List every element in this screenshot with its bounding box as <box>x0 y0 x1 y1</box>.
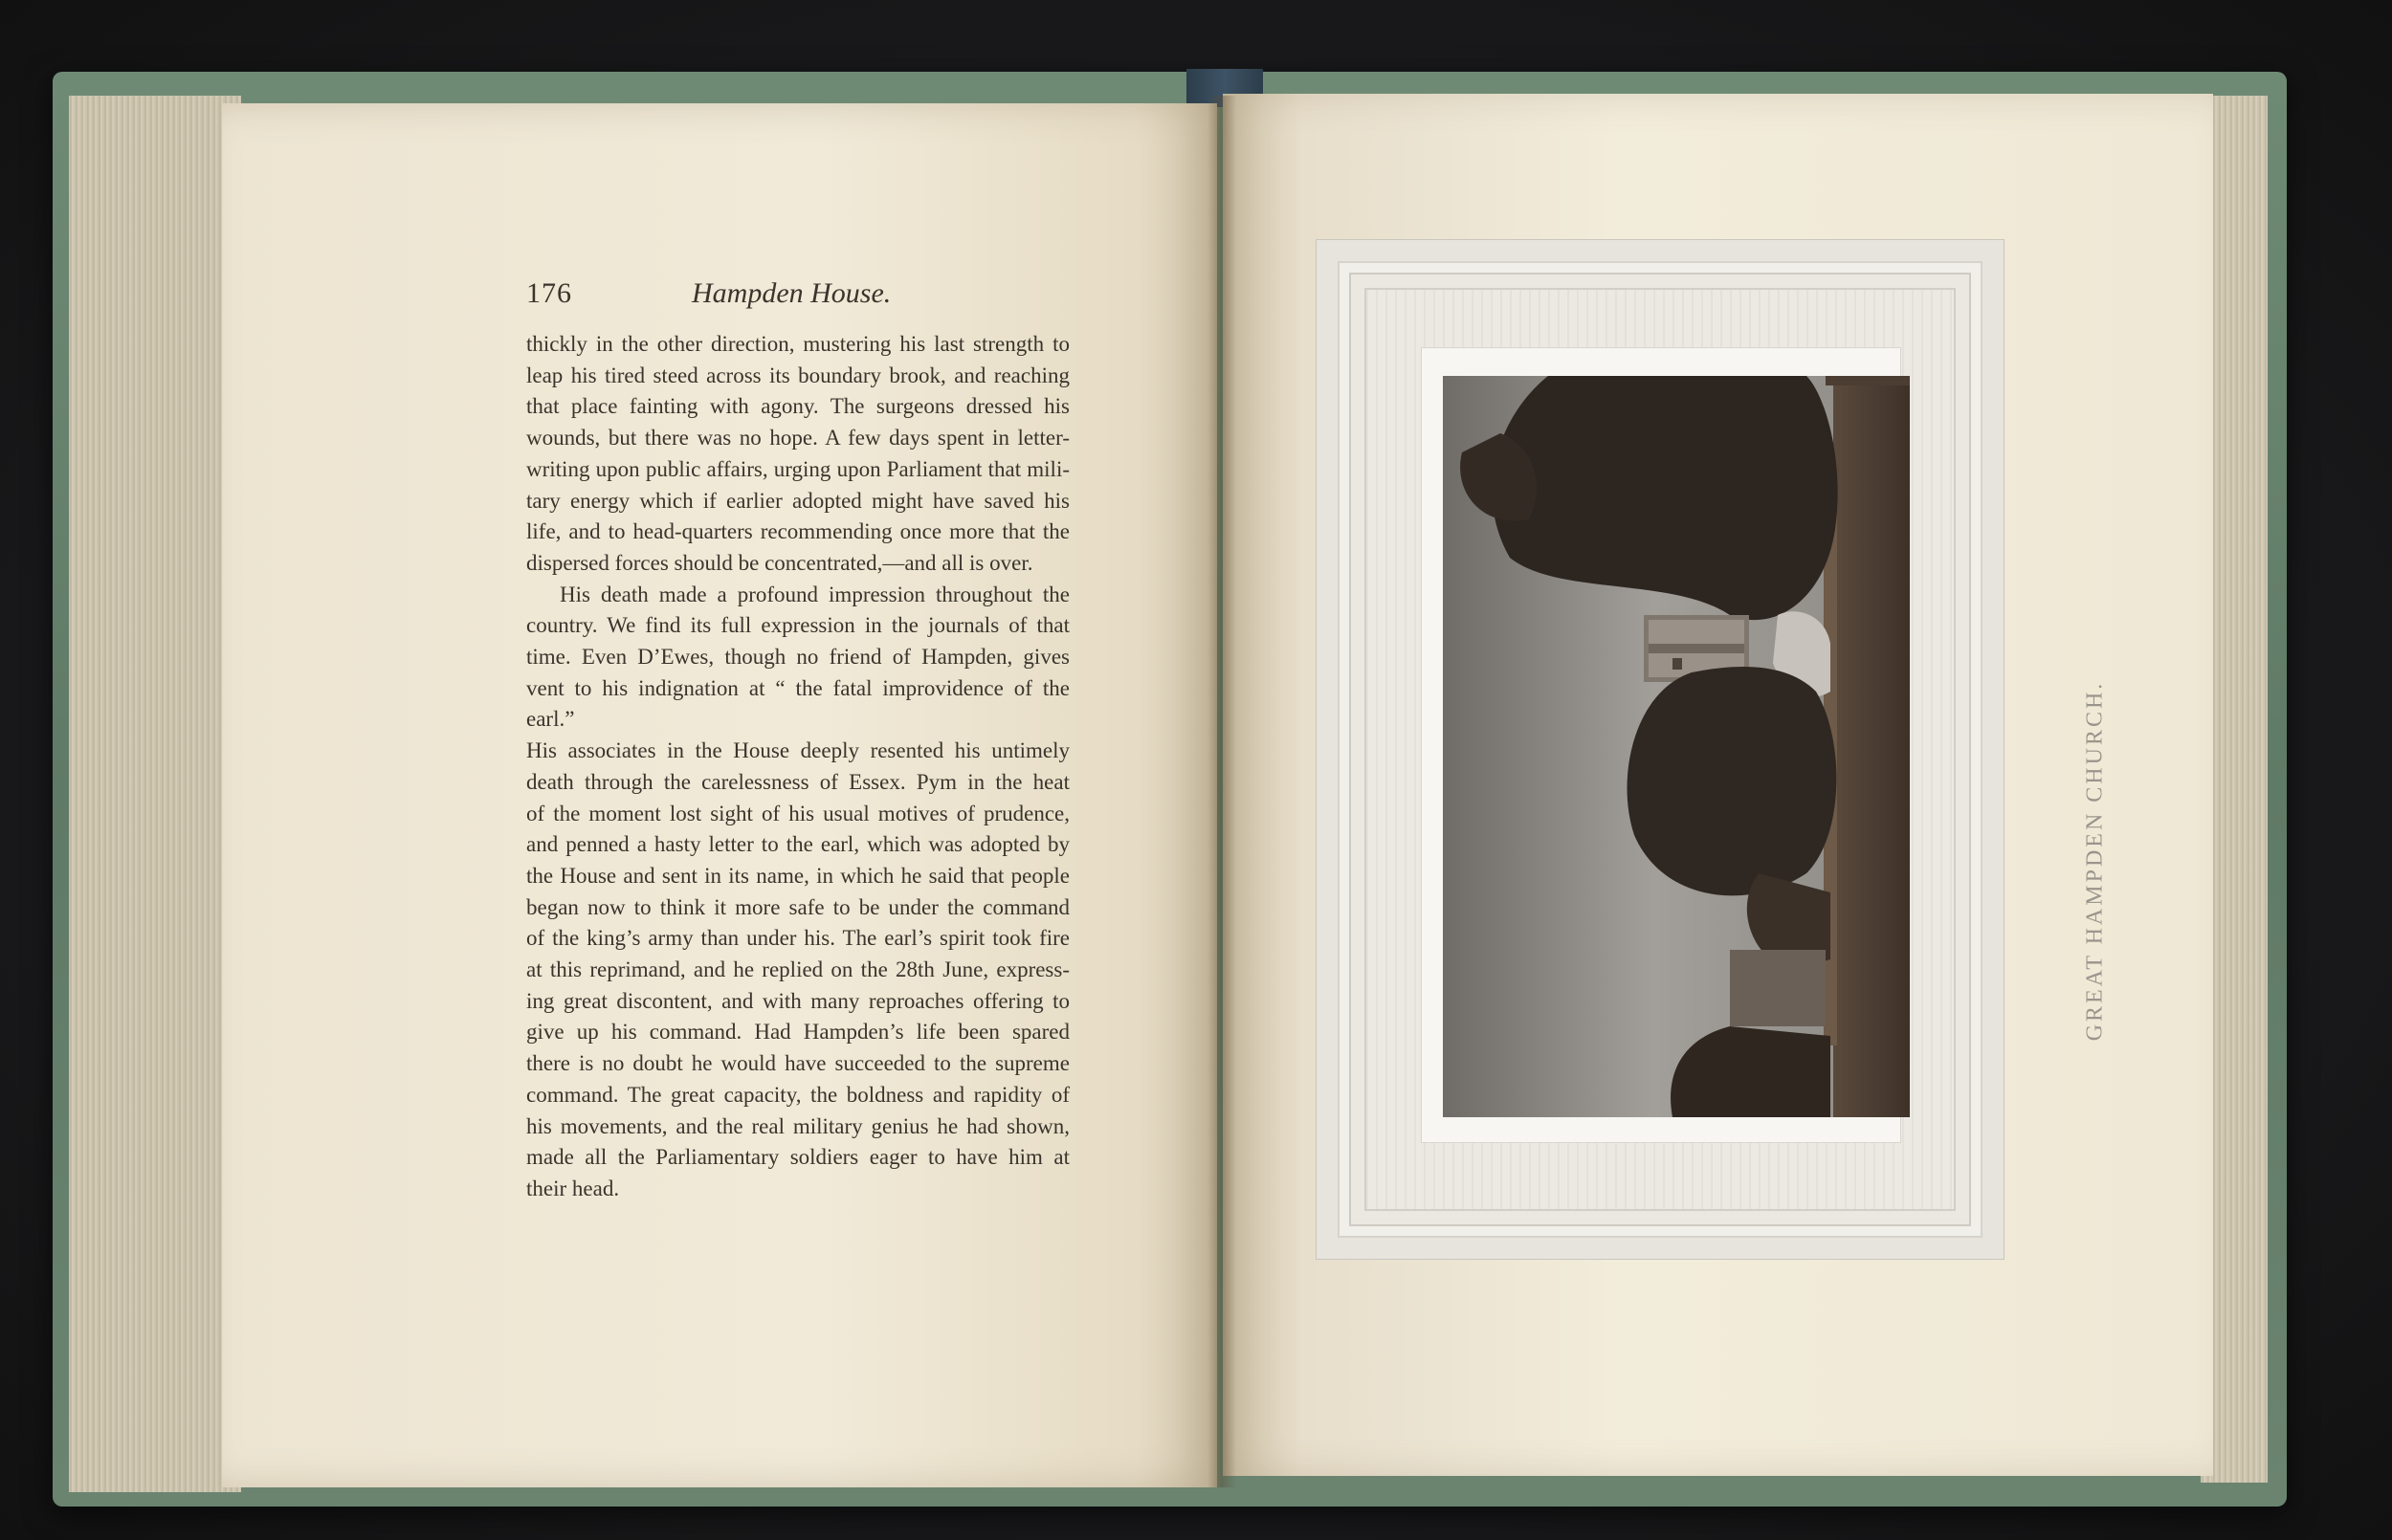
text-line: the House and sent in its name, in which he said that people <box>526 863 1070 888</box>
text-line: command. The great capacity, the boldness and rapidity of <box>526 1082 1070 1107</box>
text-line: there is no doubt he would have succeeded to the supreme <box>526 1051 1070 1076</box>
page-header <box>526 277 1062 316</box>
text-line: began now to think it more safe to be under the command <box>526 894 1070 919</box>
text-line: death through the carelessness of Essex. Pym in the heat <box>526 769 1070 794</box>
text-line: give up his command. Had Hampden’s life been spared <box>526 1020 1070 1045</box>
text-line: at this reprimand, and he replied on the 28th June, express- <box>526 957 1070 982</box>
text-line: that place fainting with agony. The surgeons dressed his <box>526 394 1070 419</box>
text-line: and penned a hasty letter to the earl, which was adopted by <box>526 832 1070 857</box>
text-line: their head. <box>526 1176 620 1200</box>
text-line: writing upon public affairs, urging upon Parliament that mili- <box>526 456 1070 481</box>
plate-caption: GREAT HAMPDEN CHURCH. <box>2082 680 2108 1042</box>
text-line: his movements, and the real military genius he had shown, <box>526 1113 1070 1138</box>
text-line: leap his tired steed across its boundary brook, and reaching <box>526 363 1070 387</box>
text-line: His death made a profound impression throughout the <box>560 582 1070 606</box>
text-line: country. We find its full expression in the journals of that <box>526 613 1070 638</box>
text-line: of the king’s army than under his. The earl’s spirit took fire <box>526 926 1070 951</box>
paragraph-2 <box>526 580 1070 1205</box>
body-text <box>526 329 1070 1205</box>
text-line: thickly in the other direction, mustering his last strength to <box>526 332 1070 356</box>
text-line: life, and to head-quarters recommending once more that the <box>526 519 1070 544</box>
text-line: His associates in the House deeply resented his untimely <box>526 738 1070 763</box>
text-line: made all the Parliamentary soldiers eager to have him at <box>526 1145 1070 1170</box>
page-number: 176 <box>526 277 572 309</box>
text-line: dispersed forces should be concentrated,—and all is over. <box>526 550 1033 575</box>
text-line: ing great discontent, and with many reproaches offering to <box>526 988 1070 1013</box>
book-gutter <box>1207 96 1236 1487</box>
text-line: tary energy which if earlier adopted might have saved his <box>526 488 1070 513</box>
text-line: vent to his indignation at “ the fatal improvidence of the earl.” <box>526 675 1070 732</box>
text-line: wounds, but there was no hope. A few days spent in letter- <box>526 426 1070 451</box>
page-edges-left <box>69 96 241 1492</box>
church-photograph <box>1443 376 1910 1117</box>
text-line: of the moment lost sight of his usual motives of prudence, <box>526 801 1070 825</box>
paragraph-1 <box>526 329 1070 580</box>
running-title: Hampden House. <box>692 277 892 309</box>
text-line: time. Even D’Ewes, though no friend of Hampden, gives <box>526 645 1070 670</box>
